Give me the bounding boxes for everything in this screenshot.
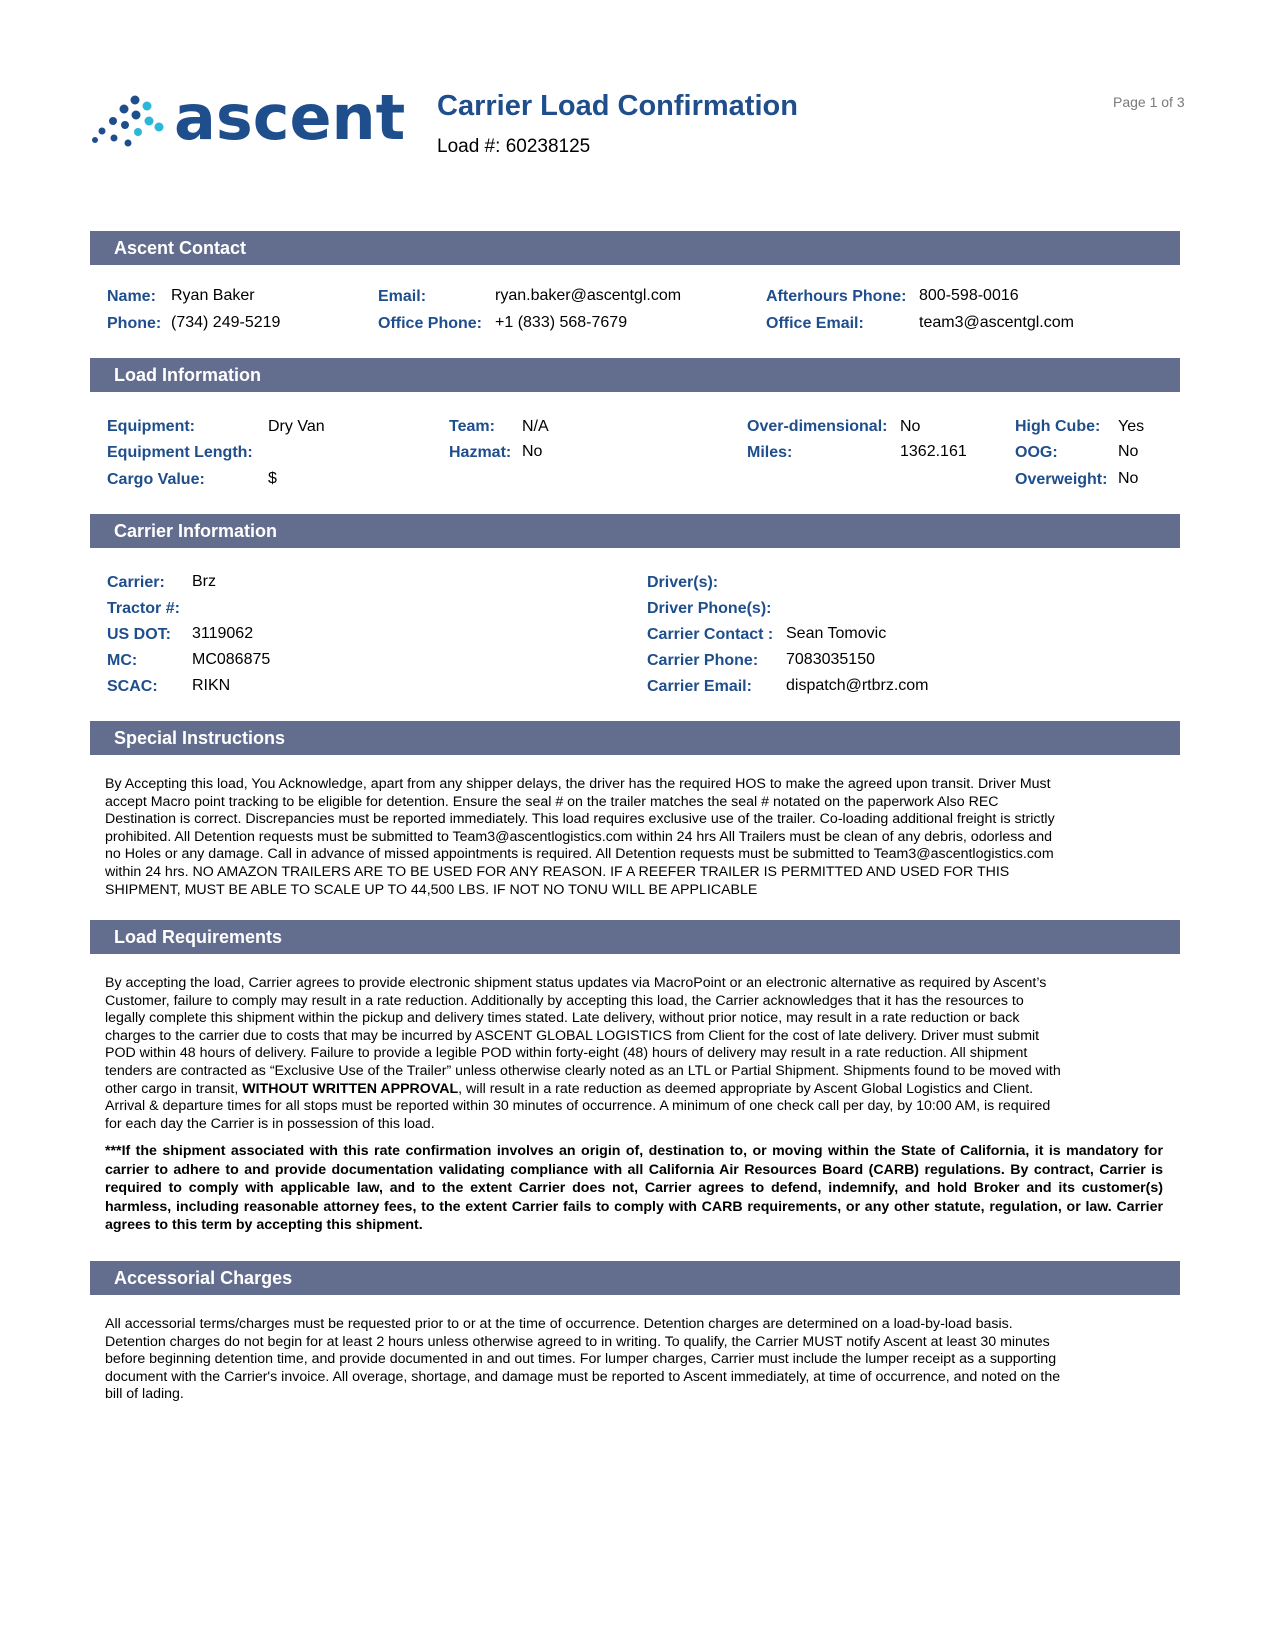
phone-label: Phone: [107, 315, 162, 332]
afterhours-phone-label: Afterhours Phone: [766, 288, 907, 305]
section-header-carrier-information [90, 514, 1180, 548]
text-line: legally complete this shipment within the pickup and delivery times stated. Late delivery, without prior notice, may result in a rate reduction or back [105, 1010, 1020, 1027]
overweight-value: No [1118, 470, 1139, 487]
carb-compliance-notice: ***If the shipment associated with this rate confirmation involves an origin of, destination to, or moving within the State of California, it is mandatory for carrier to adhere to and provide documentation validating compliance with all California Air Resources Board (CARB) regulations. By contract, Carrier is required to comply with applicable law, and to the extent Carrier does not, Carrier agrees to defend, indemnify, and hold Broker and its customer(s) harmless, including reasonable attorney fees, to the extent Carrier fails to comply with CARB requirements, or any other statute, regulation, or law. Carrier agrees to this term by accepting this shipment. [105, 1143, 1163, 1234]
text-segment: other cargo in transit, [105, 1080, 243, 1097]
load-requirements-text [105, 975, 1170, 1133]
carrier-phone-value: 7083035150 [786, 651, 875, 668]
page-title: Carrier Load Confirmation [437, 90, 798, 122]
carrier-email-label: Carrier Email: [647, 678, 752, 695]
scac-label: SCAC: [107, 678, 158, 695]
section-header-load-information [90, 358, 1180, 392]
carrier-value: Brz [192, 573, 216, 590]
section-title: Load Requirements [114, 927, 283, 947]
drivers-label: Driver(s): [647, 574, 719, 591]
load-number-value: 60238125 [505, 136, 591, 157]
tractor-label: Tractor #: [107, 600, 180, 617]
text-line: accept Macro point tracking to be eligible for detention. Ensure the seal # on the trailer matches the seal # notated on the paperwork Also REC [105, 793, 999, 810]
office-phone: +1 (833) 568-7679 [495, 314, 628, 331]
text-line [105, 1081, 1170, 1099]
team-label: Team: [449, 418, 495, 435]
office-email-label: Office Email: [766, 315, 864, 332]
scac-value: RIKN [192, 677, 231, 694]
contact-name: Ryan Baker [171, 287, 255, 304]
hazmat-value: No [522, 443, 543, 460]
section-title: Ascent Contact [114, 238, 247, 258]
hazmat-label: Hazmat: [449, 444, 512, 461]
logo-dots-icon [92, 94, 172, 154]
text-line: charges to the carrier due to costs that may be incurred by ASCENT GLOBAL LOGISTICS from Client for the cost of late delivery. Driver must submit [105, 1027, 1040, 1044]
load-number-label: Load #: [437, 136, 501, 157]
oog-value: No [1118, 443, 1139, 460]
text-line: Arrival & departure times for all stops must be reported within 30 minutes of occurrence. A minimum of one check call per day, by 10:00 AM, is required [105, 1098, 1051, 1115]
mc-value: MC086875 [192, 651, 271, 668]
section-title: Load Information [114, 365, 261, 385]
usdot-label: US DOT: [107, 626, 171, 643]
over-dimensional-label: Over-dimensional: [747, 418, 888, 435]
special-instructions-text [105, 776, 1170, 899]
cargo-value-label: Cargo Value: [107, 471, 205, 488]
afterhours-phone: 800-598-0016 [919, 287, 1019, 304]
high-cube-label: High Cube: [1015, 418, 1101, 435]
text-line: By accepting the load, Carrier agrees to provide electronic shipment status updates via MacroPoint or an electronic alternative as required by Ascent’s [105, 975, 1047, 991]
logo-wordmark: ascent [174, 81, 406, 154]
equipment-value: Dry Van [268, 418, 325, 435]
text-segment: , will result in a rate reduction as deemed appropriate by Ascent Global Logistics and Client. [458, 1080, 1034, 1097]
bold-text-segment: WITHOUT WRITTEN APPROVAL [242, 1080, 459, 1097]
text-line: tenders are contracted as “Exclusive Use of the Trailer” unless otherwise clearly noted as an LTL or Partial Shipment. Shipments found to be moved with [105, 1062, 1061, 1079]
usdot-value: 3119062 [192, 625, 254, 642]
section-header-special-instructions [90, 721, 1180, 755]
text-line: All accessorial terms/charges must be requested prior to or at the time of occurrence. Detention charges are determined on a load-by-load basis. [105, 1316, 1013, 1332]
mc-label: MC: [107, 652, 138, 669]
section-header-accessorial-charges [90, 1261, 1180, 1295]
text-line: By Accepting this load, You Acknowledge, apart from any shipper delays, the driver has the required HOS to make the agreed upon transit. Driver Must [105, 776, 1051, 792]
section-title: Special Instructions [114, 728, 286, 748]
office-phone-label: Office Phone: [378, 315, 483, 332]
text-line: Destination is correct. Discrepancies must be reported immediately. This load requires exclusive use of the trailer. Co-loading additional freight is strictly [105, 811, 1055, 828]
text-line: prohibited. All Detention requests must be submitted to Team3@ascentlogistics.com within 24 hrs All Trailers must be clean of any debris, odorless and [105, 828, 1053, 845]
carrier-label: Carrier: [107, 574, 165, 591]
carrier-contact-label: Carrier Contact : [647, 626, 774, 643]
carrier-contact-value: Sean Tomovic [786, 625, 887, 642]
text-line: POD within 48 hours of delivery. Failure to provide a legible POD within forty-eight (48) hours of delivery may result in a rate reduction. All shipment [105, 1045, 1028, 1062]
oog-label: OOG: [1015, 444, 1058, 461]
equipment-length-label: Equipment Length: [107, 444, 253, 461]
over-dimensional-value: No [900, 418, 921, 435]
text-line: within 24 hrs. NO AMAZON TRAILERS ARE TO BE USED FOR ANY REASON. IF A REEFER TRAILER IS PERMITTED AND USED FOR THIS [105, 863, 1010, 880]
team-value: N/A [522, 418, 549, 435]
equipment-label: Equipment: [107, 418, 195, 435]
section-header-ascent-contact [90, 231, 1180, 265]
section-title: Carrier Information [114, 521, 278, 541]
load-number [437, 136, 590, 158]
office-email[interactable]: team3@ascentgl.com [919, 314, 1074, 331]
high-cube-value: Yes [1118, 418, 1145, 435]
carrier-phone-label: Carrier Phone: [647, 652, 759, 669]
carrier-email-value[interactable]: dispatch@rtbrz.com [786, 677, 929, 694]
name-label: Name: [107, 288, 156, 305]
page-indicator: Page 1 of 3 [1113, 94, 1185, 110]
text-line: bill of lading. [105, 1386, 184, 1403]
contact-email[interactable]: ryan.baker@ascentgl.com [495, 287, 682, 304]
contact-phone: (734) 249-5219 [171, 314, 281, 331]
text-line: no Holes or any damage. Call in advance of missed appointments is required. All Detention requests must be submitted to Team3@ascentlogistics.com [105, 846, 1054, 863]
email-label: Email: [378, 288, 427, 305]
cargo-value: $ [268, 470, 277, 487]
miles-value: 1362.161 [900, 443, 967, 460]
text-line: Customer, failure to comply may result in a rate reduction. Additionally by accepting this load, the Carrier acknowledges that it has the resources to [105, 992, 1024, 1009]
text-line: document with the Carrier's invoice. All overage, shortage, and damage must be reported to Ascent immediately, at time of occurrence, and noted on the [105, 1368, 1061, 1385]
driver-phones-label: Driver Phone(s): [647, 600, 772, 617]
overweight-label: Overweight: [1015, 471, 1108, 488]
text-line: before beginning detention time, and provide documented in and out times. For lumper charges, Carrier must include the lumper receipt as a supporting [105, 1351, 1057, 1368]
accessorial-charges-text [105, 1316, 1170, 1404]
miles-label: Miles: [747, 444, 793, 461]
company-logo [92, 81, 406, 154]
text-line: SHIPMENT, MUST BE ABLE TO SCALE UP TO 44,500 LBS. IF NOT NO TONU WILL BE APPLICABLE [105, 881, 758, 898]
section-title: Accessorial Charges [114, 1268, 293, 1288]
text-line: Detention charges do not begin for at least 2 hours unless otherwise agreed to in writing. To qualify, the Carrier MUST notify Ascent at least 30 minutes [105, 1333, 1050, 1350]
section-header-load-requirements [90, 920, 1180, 954]
text-line: for each day the Carrier is in possession of this load. [105, 1115, 435, 1132]
